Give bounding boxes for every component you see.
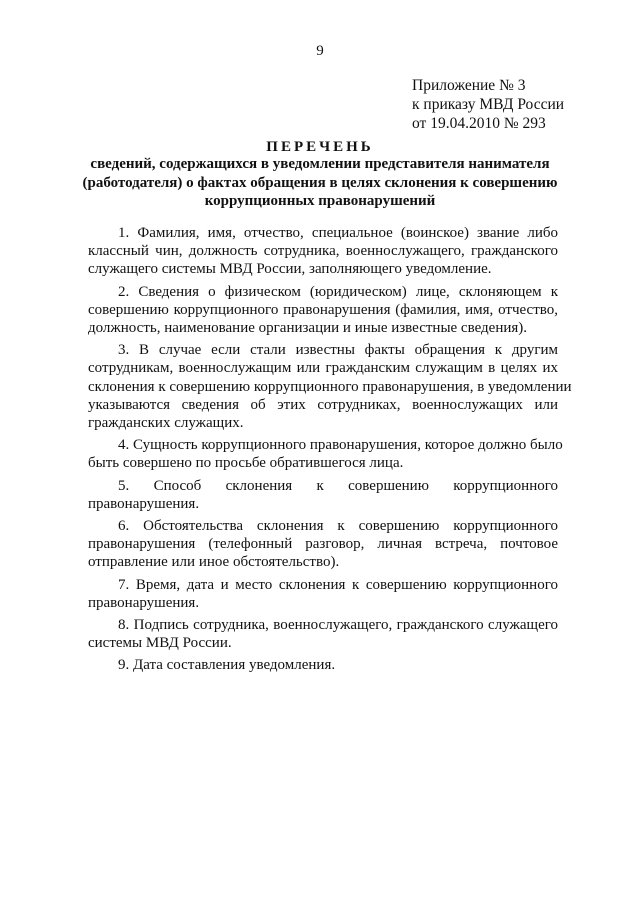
item-line: совершению коррупционного правонарушения (фамилия, имя, отчество, — [88, 301, 558, 318]
item-line: склонения к совершению коррупционного правонарушения, в уведомлении — [88, 378, 572, 395]
item-line: 4. Сущность коррупционного правонарушения, которое должно было — [118, 437, 563, 454]
list-item-4 — [88, 436, 563, 472]
item-line: 7. Время, дата и место склонения к совершению коррупционного — [118, 576, 558, 593]
list-item-3 — [88, 341, 572, 432]
list-item-6 — [88, 517, 558, 572]
document-subtitle — [60, 155, 580, 211]
appendix-line-3: от 19.04.2010 № 293 — [412, 115, 546, 132]
appendix-header — [412, 76, 564, 133]
item-line: гражданских служащих. — [88, 415, 244, 432]
subtitle-line-3: коррупционных правонарушений — [204, 193, 436, 209]
list-item-9 — [88, 656, 558, 674]
item-line: быть совершено по просьбе обратившегося лица. — [88, 455, 404, 472]
item-line: правонарушения (телефонный разговор, личная встреча, почтовое — [88, 536, 558, 553]
list-item-1 — [88, 224, 558, 279]
item-line: 9. Дата составления уведомления. — [118, 657, 336, 674]
item-line: отправление или иное обстоятельство). — [88, 554, 340, 571]
subtitle-line-2: (работодателя) о фактах обращения в целях склонения к совершению — [82, 174, 558, 191]
item-line: 8. Подпись сотрудника, военнослужащего, гражданского служащего — [118, 617, 558, 634]
item-line: 3. В случае если стали известны факты обращения к другим — [118, 342, 558, 359]
subtitle-line-1: сведений, содержащихся в уведомлении представителя нанимателя — [90, 156, 550, 172]
item-line: должность, наименование организации и иные известные сведения). — [88, 320, 528, 337]
list-item-8 — [88, 616, 558, 652]
item-line: системы МВД России. — [88, 635, 232, 652]
appendix-line-2: к приказу МВД России — [412, 96, 565, 113]
items-list — [88, 224, 572, 679]
document-title: ПЕРЕЧЕНЬ — [266, 139, 374, 155]
item-line: классный чин, должность сотрудника, военнослужащего, гражданского — [88, 243, 558, 260]
item-line: 2. Сведения о физическом (юридическом) лице, склоняющем к — [118, 283, 558, 300]
item-line: правонарушения. — [88, 495, 200, 512]
item-line: указываются сведения об этих сотрудниках, военнослужащих или — [88, 396, 558, 413]
list-item-5 — [88, 477, 558, 513]
item-line: сотрудникам, военнослужащим или гражданским служащим в целях их — [88, 360, 558, 377]
page-number: 9 — [316, 43, 324, 59]
item-line: служащего системы МВД России, заполняющего уведомление. — [88, 261, 492, 278]
list-item-7 — [88, 576, 558, 612]
item-line: 1. Фамилия, имя, отчество, специальное (воинское) звание либо — [118, 225, 558, 241]
list-item-2 — [88, 283, 558, 338]
item-line: правонарушения. — [88, 594, 200, 611]
item-line: 5. Способ склонения к совершению коррупционного — [118, 477, 558, 494]
item-line: 6. Обстоятельства склонения к совершению коррупционного — [118, 518, 558, 535]
appendix-line-1: Приложение № 3 — [412, 77, 526, 94]
